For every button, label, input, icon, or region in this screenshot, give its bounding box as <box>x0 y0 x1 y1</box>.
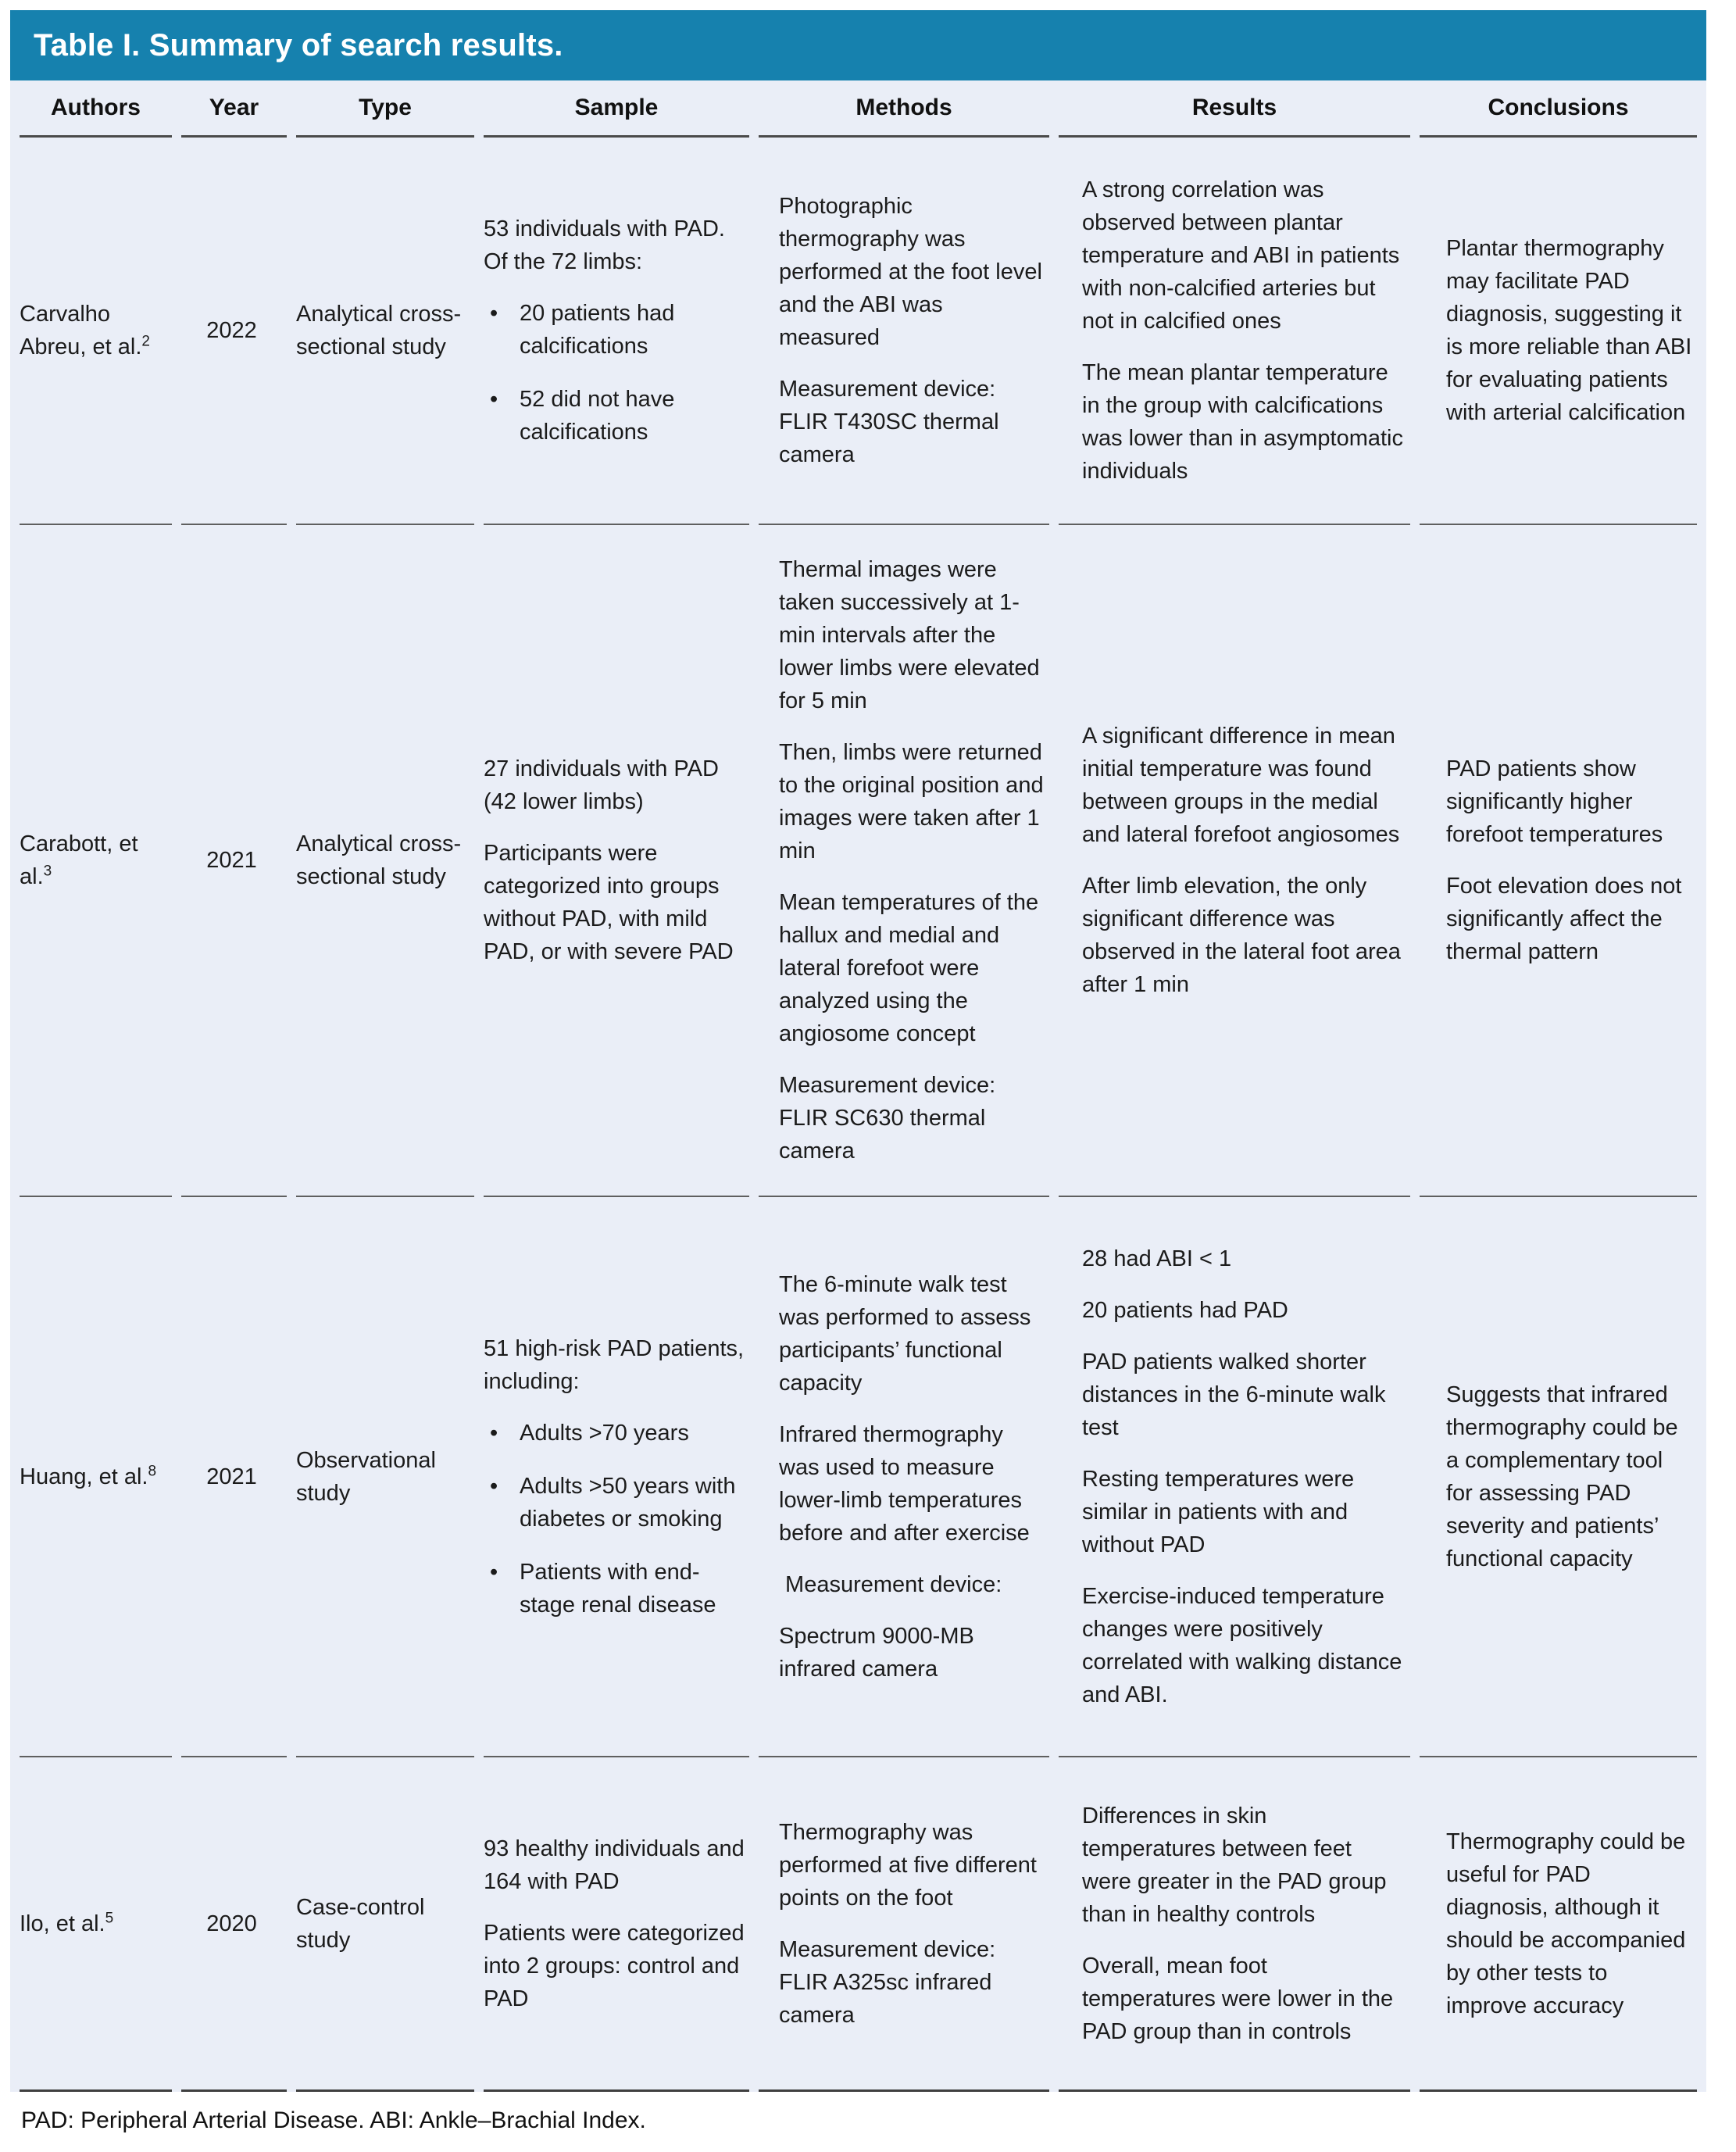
cell-paragraph: Case-control study <box>296 1894 425 1953</box>
cell-results <box>1059 525 1410 1197</box>
table-row <box>20 1757 1697 2092</box>
cell-paragraph: Exercise-induced temperature changes were positively correlated with walking distance and ABI. <box>1082 1583 1402 1707</box>
bullet-text: 52 did not have calcifications <box>520 387 675 445</box>
cell-paragraph: Resting temperatures were similar in patients with and without PAD <box>1082 1466 1355 1557</box>
author-name: Carvalho Abreu, et al. <box>20 302 142 359</box>
cell-sample <box>484 525 749 1197</box>
table-footnote: PAD: Peripheral Arterial Disease. ABI: Ankle–Brachial Index. <box>21 2107 646 2133</box>
cell-paragraph: A significant difference in mean initial temperature was found between groups in the medial and lateral forefoot angiosomes <box>1082 724 1400 847</box>
cell-type <box>296 1757 474 2092</box>
cell-paragraph: 28 had ABI < 1 <box>1082 1246 1232 1271</box>
author-ref: 3 <box>43 863 52 880</box>
column-header-year: Year <box>181 80 287 138</box>
summary-table <box>10 80 1706 2092</box>
cell-sample <box>484 138 749 525</box>
cell-authors <box>20 138 172 525</box>
bullet-item <box>484 1417 745 1450</box>
cell-paragraph: Thermography could be useful for PAD diagnosis, although it should be accompanied by other tests to improve accuracy <box>1446 1828 1686 2018</box>
cell-paragraph: Measurement device: <box>779 1571 1002 1597</box>
cell-paragraph: Analytical cross-sectional study <box>296 302 462 359</box>
bullet-icon: • <box>490 1559 498 1585</box>
cell-type <box>296 138 474 525</box>
cell-paragraph: The 6-minute walk test was performed to assess participants’ functional capacity <box>779 1271 1031 1396</box>
cell-paragraph: Measurement device: FLIR A325sc infrared camera <box>779 1936 996 2028</box>
cell-paragraph: Participants were categorized into groups without PAD, with mild PAD, or with severe PAD <box>484 841 734 964</box>
bullet-item <box>484 1556 745 1621</box>
cell-paragraph: Mean temperatures of the hallux and medial and lateral forefoot were analyzed using the angiosome concept <box>779 890 1039 1046</box>
bullet-item <box>484 383 745 449</box>
table-row <box>20 525 1697 1197</box>
bullet-icon: • <box>490 387 498 412</box>
cell-paragraph: Differences in skin temperatures between feet were greater in the PAD group than in healthy controls <box>1082 1803 1387 1927</box>
cell-type <box>296 1197 474 1757</box>
cell-conclusions <box>1420 1757 1697 2092</box>
bullet-list <box>484 1417 745 1621</box>
bullet-text: 20 patients had calcifications <box>520 301 675 359</box>
cell-conclusions <box>1420 138 1697 525</box>
author-ref: 5 <box>105 1909 114 1926</box>
author-name: Huang, et al. <box>20 1464 148 1489</box>
cell-paragraph: Overall, mean foot temperatures were lower in the PAD group than in controls <box>1082 1953 1394 2044</box>
cell-paragraph: 20 patients had PAD <box>1082 1297 1288 1323</box>
column-header-results: Results <box>1059 80 1410 138</box>
table-head <box>20 80 1697 138</box>
cell-year: 2022 <box>181 138 287 525</box>
cell-paragraph: Plantar thermography may facilitate PAD diagnosis, suggesting it is more reliable than ABI for evaluating patients with arterial calcification <box>1446 236 1692 425</box>
bullet-text: Patients with end-stage renal disease <box>520 1559 716 1618</box>
table-body <box>20 138 1697 2092</box>
author-ref: 8 <box>148 1462 157 1479</box>
table-title: Table I. Summary of search results. <box>34 27 563 63</box>
cell-paragraph: Measurement device: FLIR SC630 thermal camera <box>779 1073 996 1164</box>
cell-results <box>1059 138 1410 525</box>
cell-paragraph: Measurement device: FLIR T430SC thermal camera <box>779 377 999 467</box>
cell-results <box>1059 1757 1410 2092</box>
cell-authors <box>20 1197 172 1757</box>
cell-conclusions <box>1420 1197 1697 1757</box>
cell-paragraph: Photographic thermography was performed at the foot level and the ABI was measured <box>779 194 1042 350</box>
cell-paragraph: Foot elevation does not significantly affect the thermal pattern <box>1446 874 1682 964</box>
cell-paragraph: PAD patients show significantly higher forefoot temperatures <box>1446 756 1663 847</box>
cell-paragraph: A strong correlation was observed between plantar temperature and ABI in patients with non-calcified arteries but not in calcified ones <box>1082 177 1400 334</box>
column-header-conclusions: Conclusions <box>1420 80 1697 138</box>
cell-paragraph: Suggests that infrared thermography could be a complementary tool for assessing PAD severity and patients’ functional capacity <box>1446 1382 1678 1571</box>
bullet-item <box>484 297 745 363</box>
cell-results <box>1059 1197 1410 1757</box>
cell-year: 2021 <box>181 525 287 1197</box>
table-title-bar <box>10 10 1706 80</box>
cell-paragraph: 53 individuals with PAD. Of the 72 limbs: <box>484 216 725 274</box>
column-header-type: Type <box>296 80 474 138</box>
cell-paragraph: Observational study <box>296 1447 436 1506</box>
cell-paragraph: 93 healthy individuals and 164 with PAD <box>484 1836 745 1894</box>
bullet-icon: • <box>490 1473 498 1499</box>
cell-methods <box>759 1197 1049 1757</box>
table-row <box>20 138 1697 525</box>
author-name: Ilo, et al. <box>20 1911 105 1936</box>
table-figure <box>10 10 1706 2134</box>
cell-paragraph: Thermal images were taken successively at 1-min intervals after the lower limbs were elevated for 5 min <box>779 557 1040 713</box>
cell-paragraph: Infrared thermography was used to measure lower-limb temperatures before and after exercise <box>779 1421 1030 1546</box>
cell-paragraph: 27 individuals with PAD (42 lower limbs) <box>484 756 719 814</box>
cell-sample <box>484 1197 749 1757</box>
table-row <box>20 1197 1697 1757</box>
column-header-sample: Sample <box>484 80 749 138</box>
cell-type <box>296 525 474 1197</box>
cell-methods <box>759 138 1049 525</box>
cell-year: 2021 <box>181 1197 287 1757</box>
bullet-text: Adults >70 years <box>520 1420 689 1446</box>
cell-paragraph: Thermography was performed at five different points on the foot <box>779 1819 1037 1911</box>
cell-paragraph: After limb elevation, the only significant difference was observed in the lateral foot area after 1 min <box>1082 874 1401 997</box>
cell-conclusions <box>1420 525 1697 1197</box>
cell-paragraph: PAD patients walked shorter distances in the 6-minute walk test <box>1082 1349 1386 1440</box>
bullet-icon: • <box>490 1420 498 1446</box>
author-name: Carabott, et al. <box>20 831 138 889</box>
cell-paragraph: Analytical cross-sectional study <box>296 831 462 889</box>
cell-methods <box>759 1757 1049 2092</box>
table-header-row <box>20 80 1697 138</box>
bullet-item <box>484 1470 745 1535</box>
bullet-icon: • <box>490 301 498 326</box>
cell-paragraph: Spectrum 9000-MB infrared camera <box>779 1623 974 1682</box>
column-header-methods: Methods <box>759 80 1049 138</box>
bullet-list <box>484 297 745 449</box>
cell-paragraph: 51 high-risk PAD patients, including: <box>484 1335 745 1394</box>
cell-authors <box>20 525 172 1197</box>
cell-paragraph: The mean plantar temperature in the group with calcifications was lower than in asymptomatic individuals <box>1082 360 1403 484</box>
cell-paragraph: Patients were categorized into 2 groups: control and PAD <box>484 1920 745 2011</box>
bullet-text: Adults >50 years with diabetes or smoking <box>520 1473 736 1532</box>
cell-authors <box>20 1757 172 2092</box>
column-header-authors: Authors <box>20 80 172 138</box>
cell-year: 2020 <box>181 1757 287 2092</box>
author-ref: 2 <box>141 333 150 350</box>
cell-sample <box>484 1757 749 2092</box>
cell-paragraph: Then, limbs were returned to the original position and images were taken after 1 min <box>779 740 1044 863</box>
cell-methods <box>759 525 1049 1197</box>
